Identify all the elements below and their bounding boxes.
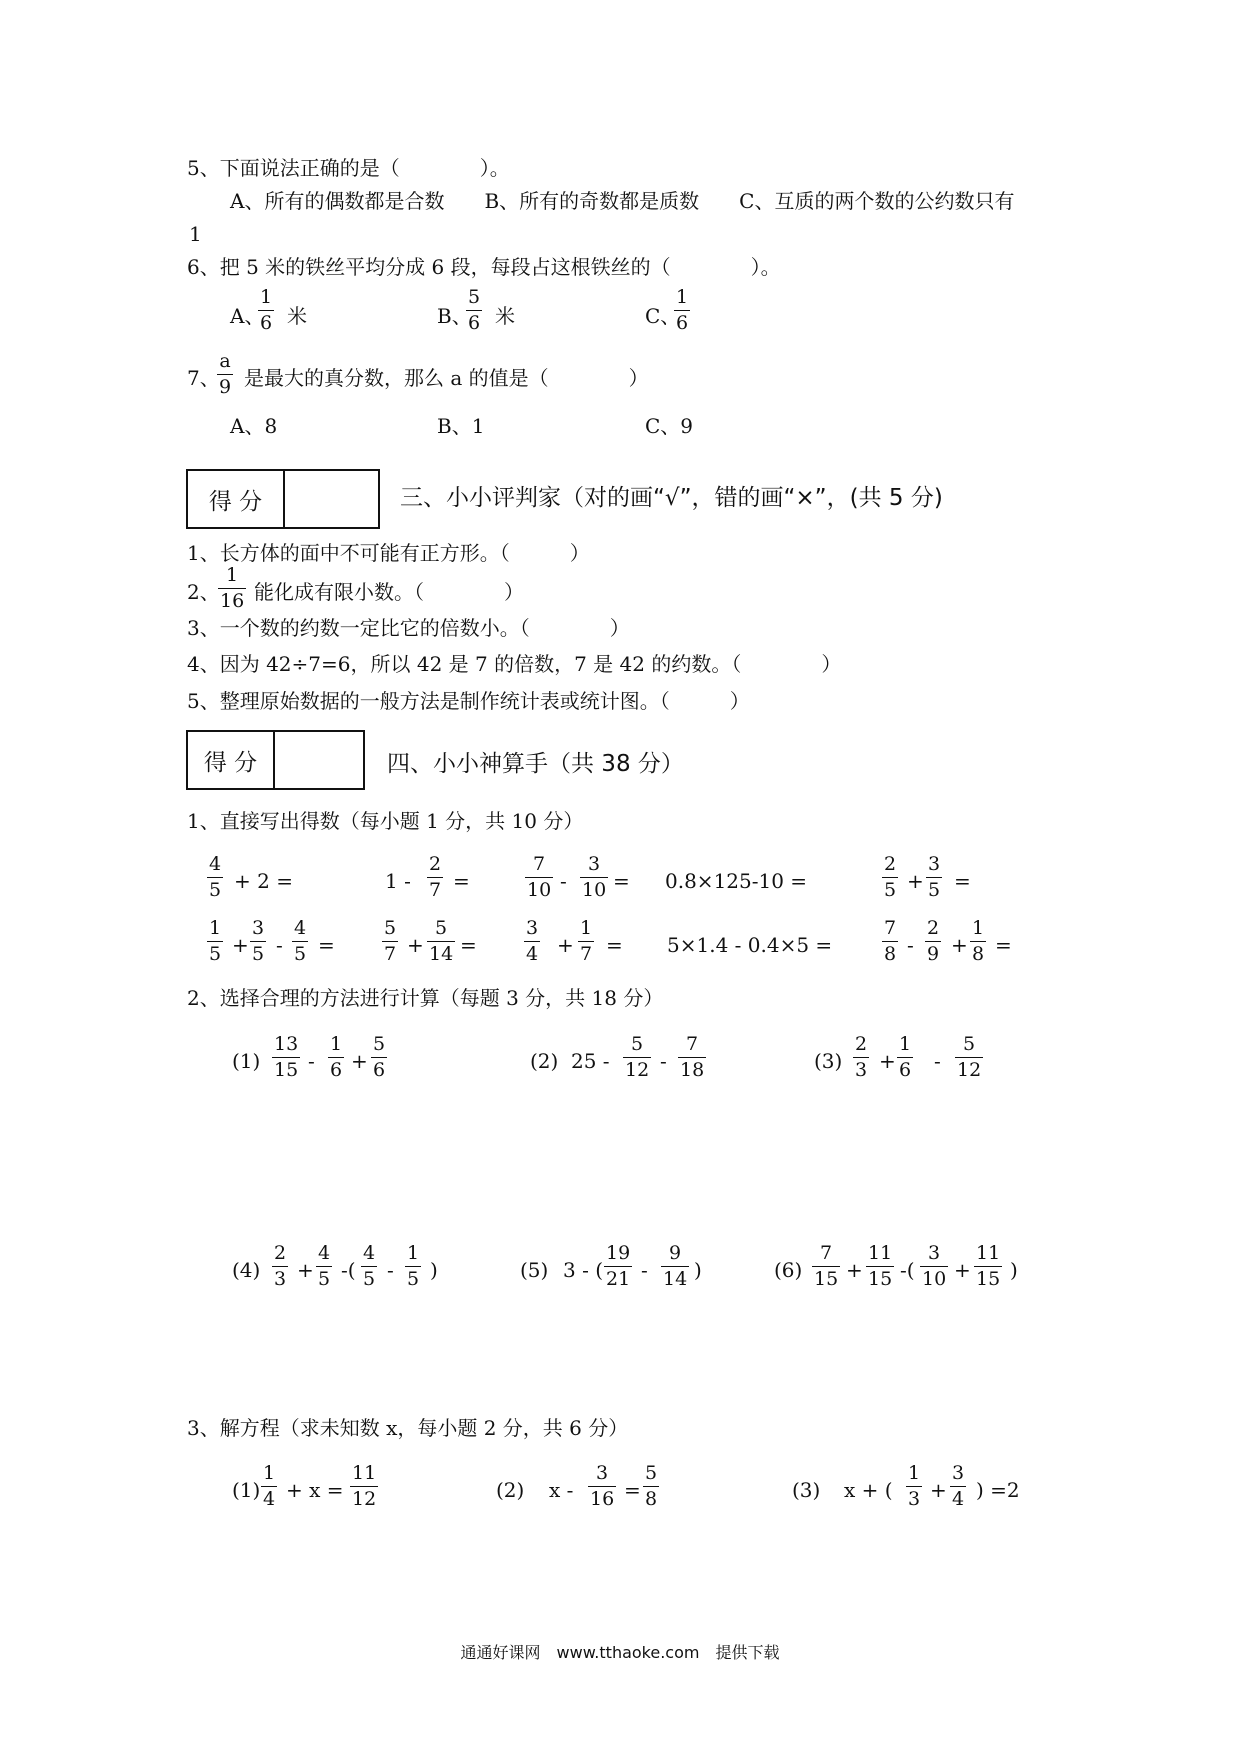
r2e1-fraction-2: 3 5 bbox=[252, 917, 265, 965]
calc-5-label: (5) bbox=[520, 1258, 549, 1282]
calc-1-fraction-1: 13 15 bbox=[274, 1033, 299, 1081]
equation-3-rest: ) =2 bbox=[976, 1478, 1020, 1502]
r2e1-fraction-1: 1 5 bbox=[209, 917, 222, 965]
calc-6-operator-1: + bbox=[846, 1258, 863, 1282]
equation-3-fraction-2: 3 4 bbox=[952, 1462, 965, 1510]
r2e2-fraction-1: 5 7 bbox=[384, 917, 397, 965]
r2e3-operator: + bbox=[557, 933, 574, 957]
r2e2-fraction-2: 5 14 bbox=[429, 917, 454, 965]
r2e1-rest: = bbox=[318, 933, 335, 957]
question-5-options-wrap: 1 bbox=[189, 222, 202, 246]
equation-1-fraction: 1 4 bbox=[263, 1462, 276, 1510]
calc-5-lead: 3 - ( bbox=[563, 1258, 603, 1282]
calc-3-label: (3) bbox=[814, 1049, 843, 1073]
part3-title: 三、小小评判家（对的画“√”，错的画“×”，(共 5 分) bbox=[400, 485, 943, 511]
score-label: 得 分 bbox=[188, 471, 285, 527]
equation-3-label: (3) bbox=[792, 1478, 821, 1502]
equation-1-middle: + x = bbox=[286, 1478, 344, 1502]
r2e5-operator-2: + bbox=[951, 933, 968, 957]
calc-5-fraction-2: 9 14 bbox=[663, 1242, 688, 1290]
calc-6-fraction-2: 11 15 bbox=[868, 1242, 893, 1290]
q7-fraction: a 9 bbox=[219, 350, 232, 398]
question-5-stem: 5、下面说法正确的是（ ）。 bbox=[187, 156, 510, 180]
r1e2-lead: 1 - bbox=[385, 869, 411, 893]
r2e5-operator-1: - bbox=[907, 933, 914, 957]
calc-6-fraction-1: 7 15 bbox=[814, 1242, 839, 1290]
part3-q4: 4、因为 42÷7=6，所以 42 是 7 的倍数，7 是 42 的约数。（ ） bbox=[187, 652, 842, 676]
calc-6-fraction-4: 11 15 bbox=[976, 1242, 1001, 1290]
q6-option-a-unit: 米 bbox=[287, 304, 307, 328]
part4-section-2: 2、选择合理的方法进行计算（每题 3 分，共 18 分） bbox=[187, 986, 664, 1010]
score-box-part4 bbox=[186, 730, 365, 790]
part3-q5: 5、整理原始数据的一般方法是制作统计表或统计图。（ ） bbox=[187, 689, 750, 713]
footer-text: 通通好课网 www.tthaoke.com 提供下载 bbox=[460, 1643, 780, 1662]
q6-option-b-unit: 米 bbox=[495, 304, 515, 328]
calc-3-operator-2: - bbox=[934, 1049, 941, 1073]
equation-2-label: (2) bbox=[496, 1478, 525, 1502]
r1e5-fraction-1: 2 5 bbox=[884, 853, 897, 901]
calc-2-operator: - bbox=[660, 1049, 667, 1073]
r2e1-fraction-3: 4 5 bbox=[294, 917, 307, 965]
q6-option-a-fraction: 1 6 bbox=[260, 286, 273, 334]
r2e5-fraction-2: 2 9 bbox=[927, 917, 940, 965]
score-box-part3 bbox=[186, 469, 380, 529]
calc-1-fraction-3: 5 6 bbox=[373, 1033, 386, 1081]
calc-5-fraction-1: 19 21 bbox=[606, 1242, 631, 1290]
calc-1-fraction-2: 1 6 bbox=[330, 1033, 343, 1081]
r1e3-fraction-2: 3 10 bbox=[582, 853, 607, 901]
r2e1-operator-1: + bbox=[232, 933, 249, 957]
q6-option-c-fraction: 1 6 bbox=[676, 286, 689, 334]
r1e3-fraction-1: 7 10 bbox=[527, 853, 552, 901]
calc-4-fraction-4: 1 5 bbox=[407, 1242, 420, 1290]
calc-6-fraction-3: 3 10 bbox=[922, 1242, 947, 1290]
question-6-stem: 6、把 5 米的铁丝平均分成 6 段，每段占这根铁丝的（ ）。 bbox=[187, 255, 781, 279]
question-7-number: 7、 bbox=[187, 366, 220, 390]
calc-2-lead: 25 - bbox=[571, 1049, 610, 1073]
calc-3-fraction-1: 2 3 bbox=[855, 1033, 868, 1081]
part3-q2-stem: 能化成有限小数。（ ） bbox=[254, 580, 524, 604]
calc-6-label: (6) bbox=[774, 1258, 803, 1282]
equation-2-equals: = bbox=[624, 1478, 641, 1502]
question-7-stem: 是最大的真分数，那么 a 的值是（ ） bbox=[244, 366, 649, 390]
q6-option-c-label: C、 bbox=[645, 304, 681, 328]
r2e3-fraction-2: 1 7 bbox=[580, 917, 593, 965]
q6-option-b-fraction: 5 6 bbox=[468, 286, 481, 334]
calc-4-fraction-1: 2 3 bbox=[274, 1242, 287, 1290]
equation-2-middle: x - bbox=[549, 1478, 574, 1502]
calc-4-fraction-2: 4 5 bbox=[318, 1242, 331, 1290]
equation-1-result: 11 12 bbox=[352, 1462, 377, 1510]
r1e3-operator: - bbox=[560, 869, 567, 893]
r2e5-fraction-1: 7 8 bbox=[884, 917, 897, 965]
q7-option-b: B、1 bbox=[437, 414, 485, 438]
r1e5-rest: = bbox=[954, 869, 971, 893]
equation-3-operator: + bbox=[930, 1478, 947, 1502]
calc-5-operator: - bbox=[641, 1258, 648, 1282]
calc-2-label: (2) bbox=[530, 1049, 559, 1073]
part4-section-3: 3、解方程（求未知数 x，每小题 2 分，共 6 分） bbox=[187, 1416, 629, 1440]
equation-1-label: (1) bbox=[232, 1478, 261, 1502]
calc-1-label: (1) bbox=[232, 1049, 261, 1073]
r1e2-rest: = bbox=[453, 869, 470, 893]
calc-1-operator-1: - bbox=[308, 1049, 315, 1073]
q6-option-b-label: B、 bbox=[437, 304, 472, 328]
calc-4-label: (4) bbox=[232, 1258, 261, 1282]
calc-3-operator-1: + bbox=[879, 1049, 896, 1073]
calc-4-operator-1: + bbox=[297, 1258, 314, 1282]
r2e4-expression: 5×1.4 - 0.4×5 = bbox=[667, 933, 833, 957]
r1e3-rest: = bbox=[613, 869, 630, 893]
r2e3-fraction-1: 3 4 bbox=[526, 917, 539, 965]
q7-option-a: A、8 bbox=[230, 414, 278, 438]
r2e3-rest: = bbox=[606, 933, 623, 957]
equation-2-fraction: 3 16 bbox=[590, 1462, 615, 1510]
calc-2-fraction-2: 7 18 bbox=[680, 1033, 705, 1081]
part3-q2-number: 2、 bbox=[187, 580, 220, 604]
calc-1-operator-2: + bbox=[351, 1049, 368, 1073]
equation-3-fraction-1: 1 3 bbox=[908, 1462, 921, 1510]
calc-4-operator-2: -( bbox=[341, 1258, 356, 1282]
score-label: 得 分 bbox=[188, 732, 275, 788]
calc-3-fraction-2: 1 6 bbox=[899, 1033, 912, 1081]
r1e5-operator: + bbox=[907, 869, 924, 893]
r1e2-fraction: 2 7 bbox=[429, 853, 442, 901]
r2e5-fraction-3: 1 8 bbox=[972, 917, 985, 965]
calc-4-close: ) bbox=[430, 1258, 438, 1282]
part4-title: 四、小小神算手（共 38 分） bbox=[387, 751, 684, 777]
r2e1-operator-2: - bbox=[276, 933, 283, 957]
r1e4-expression: 0.8×125-10 = bbox=[665, 869, 808, 893]
q6-option-a-label: A、 bbox=[230, 304, 265, 328]
r2e2-operator: + bbox=[407, 933, 424, 957]
calc-4-fraction-3: 4 5 bbox=[363, 1242, 376, 1290]
calc-2-fraction-1: 5 12 bbox=[625, 1033, 650, 1081]
calc-5-close: ) bbox=[694, 1258, 702, 1282]
q7-option-c: C、9 bbox=[645, 414, 694, 438]
r2e5-rest: = bbox=[995, 933, 1012, 957]
r1e1-fraction: 4 5 bbox=[209, 853, 222, 901]
equation-2-result: 5 8 bbox=[645, 1462, 658, 1510]
question-5-options: A、所有的偶数都是合数 B、所有的奇数都是质数 C、互质的两个数的公约数只有 bbox=[230, 189, 1015, 213]
calc-4-operator-3: - bbox=[387, 1258, 394, 1282]
part3-q3: 3、一个数的约数一定比它的倍数小。（ ） bbox=[187, 616, 630, 640]
r1e5-fraction-2: 3 5 bbox=[928, 853, 941, 901]
calc-6-operator-2: -( bbox=[900, 1258, 915, 1282]
part3-q1: 1、长方体的面中不可能有正方形。（ ） bbox=[187, 541, 590, 565]
calc-6-close: ) bbox=[1010, 1258, 1018, 1282]
r2e2-rest: = bbox=[460, 933, 477, 957]
r1e1-rest: + 2 = bbox=[234, 869, 293, 893]
calc-6-operator-3: + bbox=[954, 1258, 971, 1282]
part3-q2-fraction: 1 16 bbox=[220, 564, 245, 612]
calc-3-fraction-3: 5 12 bbox=[957, 1033, 982, 1081]
equation-3-middle: x + ( bbox=[844, 1478, 893, 1502]
part4-section-1: 1、直接写出得数（每小题 1 分，共 10 分） bbox=[187, 809, 584, 833]
